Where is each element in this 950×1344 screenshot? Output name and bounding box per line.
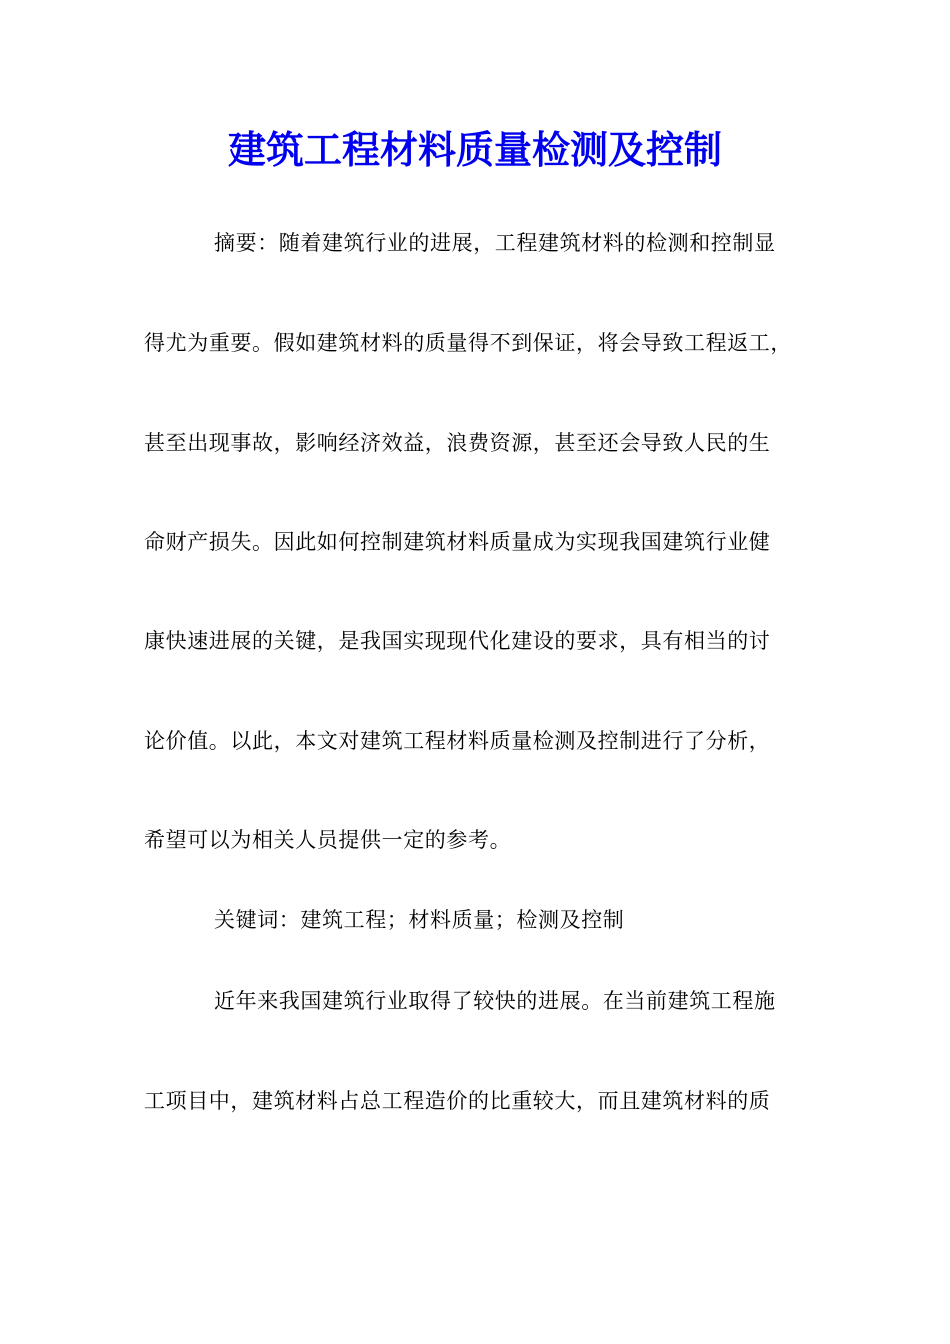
abstract-line-7: 希望可以为相关人员提供一定的参考。 [144, 828, 512, 852]
body-line-2: 工项目中，建筑材料占总工程造价的比重较大，而且建筑材料的质 [144, 1089, 771, 1113]
abstract-line-1: 摘要：随着建筑行业的进展，工程建筑材料的检测和控制显 [214, 231, 776, 255]
abstract-line-4: 命财产损失。因此如何控制建筑材料质量成为实现我国建筑行业健 [144, 530, 771, 554]
keywords-line: 关键词：建筑工程；材料质量；检测及控制 [214, 908, 625, 932]
abstract-line-3: 甚至出现事故，影响经济效益，浪费资源，甚至还会导致人民的生 [144, 431, 771, 455]
abstract-line-6: 论价值。以此，本文对建筑工程材料质量检测及控制进行了分析， [144, 729, 771, 753]
abstract-line-5: 康快速进展的关键，是我国实现现代化建设的要求，具有相当的讨 [144, 629, 771, 653]
body-line-1: 近年来我国建筑行业取得了较快的进展。在当前建筑工程施 [214, 989, 776, 1013]
abstract-line-2: 得尤为重要。假如建筑材料的质量得不到保证，将会导致工程返工， [144, 331, 792, 355]
document-title: 建筑工程材料质量检测及控制 [227, 127, 722, 172]
